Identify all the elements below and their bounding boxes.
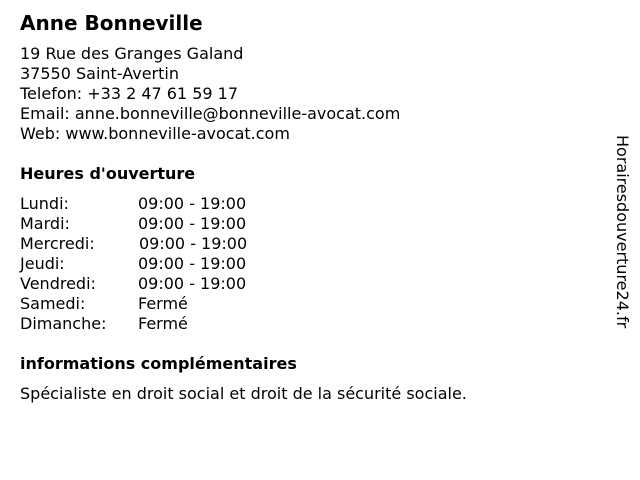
day-label: Mercredi: xyxy=(20,234,95,253)
day-label: Dimanche: xyxy=(20,314,107,333)
day-label: Jeudi: xyxy=(20,254,65,273)
city-line: 37550 Saint-Avertin xyxy=(20,64,179,83)
street-address: 19 Rue des Granges Galand xyxy=(20,44,244,63)
day-label: Mardi: xyxy=(20,214,70,233)
hours-value: 09:00 - 19:00 xyxy=(138,274,247,293)
day-label: Vendredi: xyxy=(20,274,96,293)
site-watermark: Horairesdouverture24.fr xyxy=(613,135,632,329)
additional-info-heading: informations complémentaires xyxy=(20,354,297,373)
day-label: Samedi: xyxy=(20,294,86,313)
hours-value: Fermé xyxy=(138,294,188,313)
business-name: Anne Bonneville xyxy=(20,11,203,35)
hours-value: Fermé xyxy=(138,314,188,333)
hours-value: 09:00 - 19:00 xyxy=(139,234,248,253)
web-line: Web: www.bonneville-avocat.com xyxy=(20,124,290,143)
hours-value: 09:00 - 19:00 xyxy=(138,254,247,273)
hours-value: 09:00 - 19:00 xyxy=(138,194,247,213)
hours-value: 09:00 - 19:00 xyxy=(138,214,247,233)
day-label: Lundi: xyxy=(20,194,69,213)
additional-info-text: Spécialiste en droit social et droit de la sécurité sociale. xyxy=(20,384,467,403)
opening-hours-heading: Heures d'ouverture xyxy=(20,164,196,183)
phone-line: Telefon: +33 2 47 61 59 17 xyxy=(20,84,239,103)
email-line: Email: anne.bonneville@bonneville-avocat.com xyxy=(20,104,401,123)
contact-block xyxy=(20,44,400,144)
